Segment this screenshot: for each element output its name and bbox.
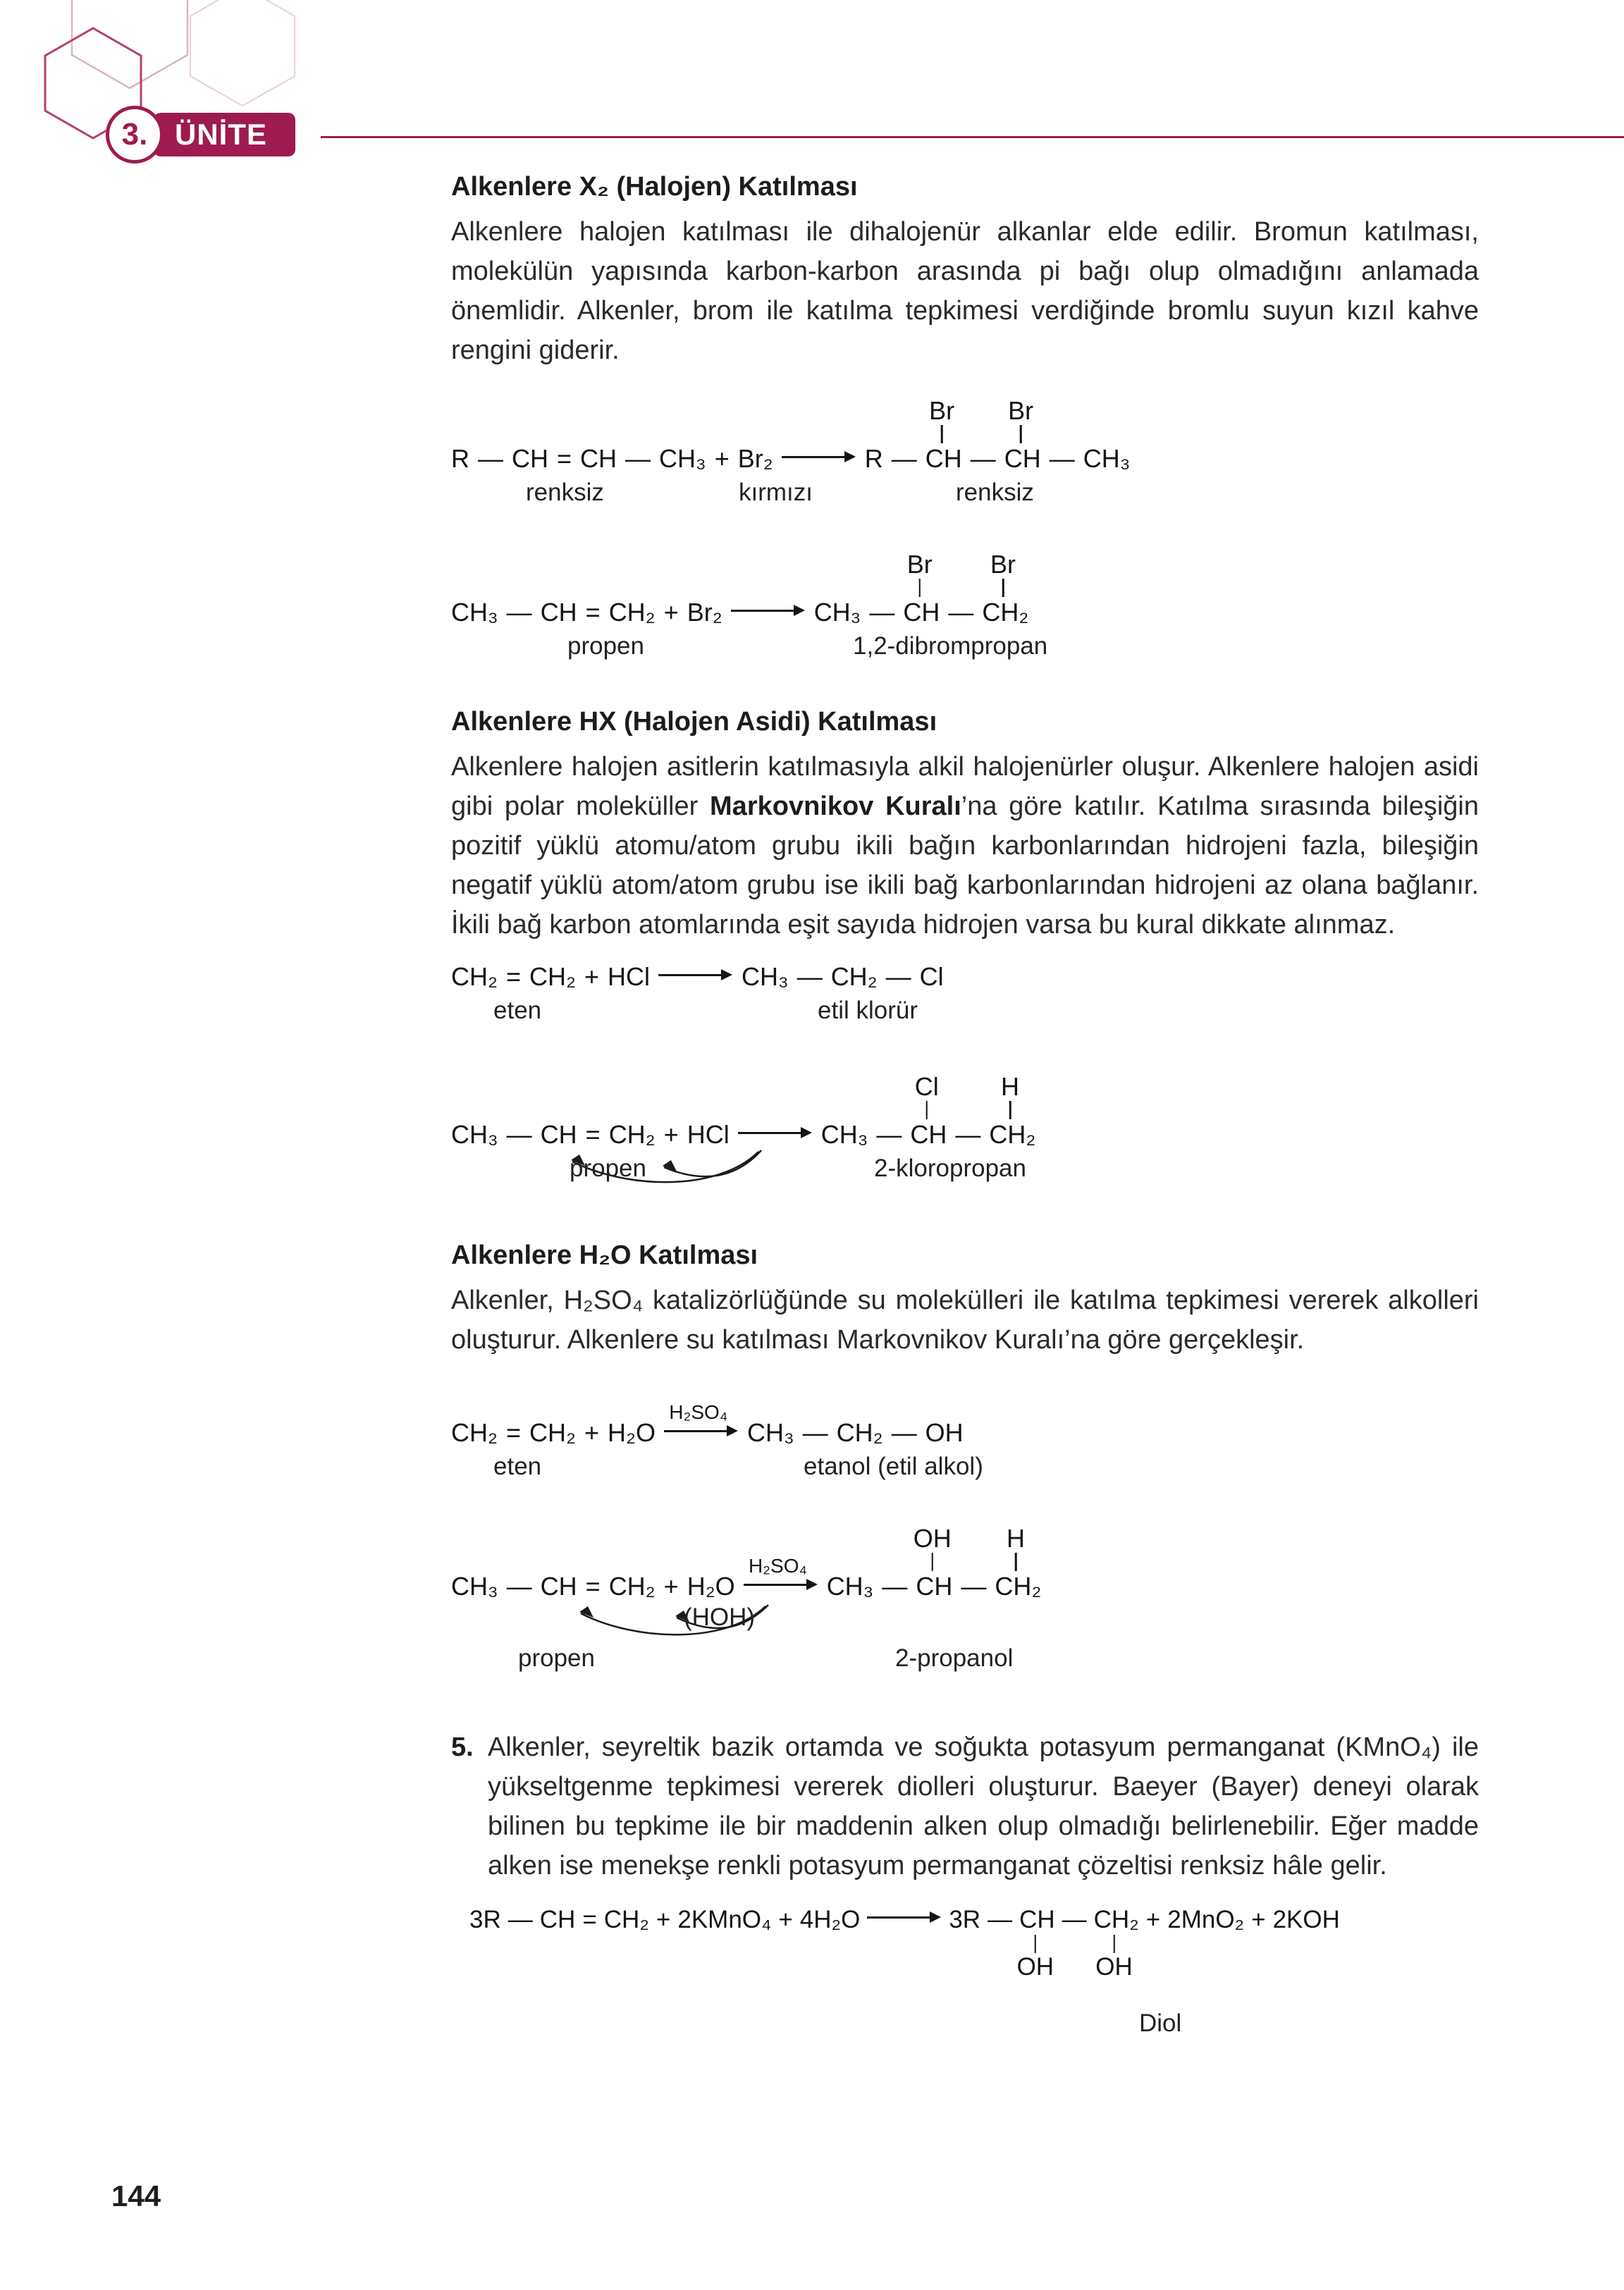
reaction-label: propen [567,632,644,660]
reaction-labels [469,2009,1479,2046]
formula-token: H₂O [687,1572,735,1601]
formula-line [451,396,1479,473]
substituent-label: H [1001,1072,1020,1101]
formula-token: H₂O [608,1418,656,1447]
formula-token: OH [925,1418,964,1447]
formula-token: CH [539,1906,576,1933]
plus-sign: + [584,962,600,991]
substituent-label: OH [1095,1953,1133,1981]
reaction-label: eten [493,1453,542,1480]
bond: = [585,1572,601,1601]
formula-token: 4H₂O [799,1906,861,1933]
reaction-label: etil klorür [818,997,918,1024]
substituent-label: Br [929,396,955,425]
reaction-baeyer-permanganate [469,1907,1479,2046]
plus-sign: + [656,1906,671,1933]
formula-token: CH [512,444,548,473]
arrow-line [782,456,845,458]
formula-token: HCl [608,962,651,991]
reaction-ethene-hcl [451,964,1479,1030]
reaction-arrow [738,1122,813,1143]
vertical-bond [1020,425,1022,443]
page-number: 144 [111,2179,161,2212]
unit-label: ÜNİTE [154,113,295,156]
substituent-label: Br [906,550,933,579]
bond: — [625,444,651,473]
formula-token: CH₃ [820,1120,868,1149]
formula-token: CH₂ [529,1418,576,1447]
formula-token: R [451,444,469,473]
formula-token: CH Br [1004,396,1041,473]
list-item-5 [451,1728,1479,1885]
reaction-labels [451,479,1479,512]
arrow-line [738,1132,801,1134]
reaction-label: renksiz [956,479,1034,506]
arrow-line [867,1916,930,1919]
formula-line [451,1401,1479,1447]
reaction-label: eten [493,997,542,1024]
formula-line [451,550,1479,627]
substituent-label: OH [913,1524,952,1553]
arrow-line [731,610,794,612]
formula-token: HCl [687,1120,730,1149]
formula-token: 3R [469,1906,501,1933]
formula-token: CH₂ H [989,1072,1036,1149]
formula-token: CH₃ [1083,444,1131,473]
formula-line [469,1906,1479,1981]
formula-line [451,1072,1479,1149]
formula-token: CH₂ [603,1906,649,1933]
arrow-catalyst-label: H₂SO₄ [669,1401,728,1423]
formula-token: CH₂ [608,1120,656,1149]
reaction-labels [451,632,1479,666]
bond: — [955,1120,981,1149]
reaction-arrow [744,1555,818,1595]
reaction-propene-hcl [451,1066,1479,1188]
vertical-bond [926,1101,928,1119]
formula-token: CH₃ [659,444,706,473]
reaction-propene-bromine [451,543,1479,666]
formula-token: CH₂ Br [982,550,1029,627]
arrow-line [658,974,722,976]
formula-token: Br₂ [687,598,722,627]
formula-token: CH Br [925,396,962,473]
vertical-bond [918,579,921,597]
formula-token: CH₃ [813,598,861,627]
formula-token: CH₃ [451,598,498,627]
reaction-propene-water [451,1518,1479,1681]
list-item-number: 5. [451,1732,474,1762]
formula-token: CH₂ [608,598,656,627]
reaction-label: renksiz [526,479,604,506]
reaction-arrow [664,1401,739,1441]
bond: = [582,1906,597,1933]
formula-token: CH₃ [451,1572,498,1601]
substituent-label: Br [1008,396,1034,425]
bond: — [796,962,823,991]
bond: — [882,1572,908,1601]
substituent-label: H [1007,1524,1026,1553]
reaction-labels [451,1155,1479,1188]
formula-token: CH Br [903,550,940,627]
paragraph-text: ’na göre katılır. Katılma sırasında bileşiğin pozitif yüklü atomu/atom grubu ikili bağın karbonlarından hidrojeni fazla, bileşiğin negatif yüklü atom/atom grubu ise ikili bağ karbonlarından hidrojeni az olana bağlanır. İkili bağ karbon atomlarında eşit sayıda hidrojen varsa bu kural dikkate alınmaz. [451,792,1479,940]
bond: — [508,1906,533,1933]
substituent-label: OH [1016,1953,1054,1981]
plus-sign: + [663,1572,679,1601]
paragraph-water-addition: Alkenler, H₂SO₄ katalizörlüğünde su molekülleri ile katılma tepkimesi vererek alkolleri oluşturur. Alkenlere su katılması Markovnikov Kuralı’na göre gerçekleşir. [451,1286,1479,1355]
reaction-ethene-water [451,1379,1479,1486]
reaction-label: propen [570,1155,646,1182]
reaction-arrow [658,964,733,985]
formula-token: CH [540,1572,577,1601]
bond: — [970,444,996,473]
formula-token: R [864,444,883,473]
reaction-arrow [867,1907,942,1928]
plus-sign: + [1145,1906,1161,1933]
formula-token: CH [540,598,577,627]
paragraph-hx-addition [451,747,1479,944]
bond: = [505,962,522,991]
bond: — [948,598,974,627]
formula-token: Cl [919,962,944,991]
plus-sign: + [1251,1906,1266,1933]
markovnikov-rule-bold: Markovnikov Kuralı [710,792,961,821]
plus-sign: + [714,444,730,473]
bond: — [1049,444,1075,473]
formula-token: CH OH [1016,1906,1055,1981]
vertical-bond [1035,1935,1037,1953]
header-rule [321,136,1624,138]
arrow-catalyst-label: H₂SO₄ [748,1555,807,1577]
formula-token: CH₃ [451,1120,498,1149]
reaction-label: kırmızı [739,479,813,506]
bond: — [1062,1906,1087,1933]
bond: = [585,598,601,627]
section-title-water-addition: Alkenlere H₂O Katılması [451,1241,758,1270]
substituent-label: Cl [914,1072,939,1101]
hexagon-decoration [10,0,341,197]
bond: — [506,1572,532,1601]
bond: = [585,1120,601,1149]
bond: — [891,1418,917,1447]
bond: — [478,444,503,473]
plus-sign: + [778,1906,793,1933]
vertical-bond [1009,1101,1011,1119]
formula-token: CH₂ [608,1572,656,1601]
formula-token: CH₂ H [995,1524,1042,1601]
arrow-line [664,1430,727,1432]
vertical-bond [941,425,943,443]
formula-token: 2KMnO₄ [677,1906,772,1933]
bond: — [988,1906,1013,1933]
formula-token: CH₂ [529,962,576,991]
reaction-label: propen [518,1644,595,1672]
vertical-bond [1002,579,1004,597]
paragraph-halogen-addition: Alkenlere halojen katılması ile dihalojenür alkanlar elde edilir. Bromun katılması, molekülün yapısında karbon-karbon arasında pi bağı olup olmadığını anlamada önemlidir. Alkenler, brom ile katılma tepkimesi verdiğinde bromlu suyun kızıl kahve rengini giderir. [451,217,1479,365]
formula-token: CH [580,444,617,473]
substituent-label: Br [990,550,1016,579]
bond: — [802,1418,828,1447]
plus-sign: + [663,1120,679,1149]
reaction-arrow [731,600,806,621]
reaction-label: etanol (etil alkol) [804,1453,983,1480]
bond: — [869,598,895,627]
formula-token: CH₃ [826,1572,874,1601]
unit-badge [106,106,295,164]
formula-token: CH [540,1120,577,1149]
bond: — [885,962,911,991]
reaction-arrow [782,446,856,467]
reaction-label: 1,2-dibrompropan [853,632,1048,660]
formula-token: CH₂ [836,1418,883,1447]
formula-token: CH₂ [451,962,498,991]
formula-token: CH₂ [451,1418,498,1447]
unit-number: 3. [106,106,164,164]
formula-token: CH₃ [742,962,789,991]
formula-token: Br₂ [737,444,773,473]
reaction-label: Diol [1139,2009,1182,2037]
formula-token: CH OH [913,1524,953,1601]
formula-token: 3R [949,1906,981,1933]
reaction-labels [451,1603,1479,1681]
formula-token: 2KOH [1272,1906,1340,1933]
reaction-bromine-general [451,390,1479,512]
reaction-labels [451,997,1479,1030]
reaction-labels [451,1453,1479,1486]
hoh-annotation: (HOH) [684,1603,756,1631]
vertical-bond [931,1553,933,1571]
plus-sign: + [663,598,679,627]
formula-token: CH₂ [830,962,878,991]
reaction-label: 2-propanol [895,1644,1014,1672]
vertical-bond [1113,1935,1115,1953]
plus-sign: + [584,1418,600,1447]
section-title-hx-addition: Alkenlere HX (Halojen Asidi) Katılması [451,707,937,737]
formula-token: CH Cl [910,1072,947,1149]
bond: — [876,1120,902,1149]
list-item-text: Alkenler, seyreltik bazik ortamda ve soğukta potasyum permanganat (KMnO₄) ile yükseltgenme tepkimesi vererek diolleri oluşturur. Baeyer (Bayer) deneyi olarak bilinen bu tepkime ile bir maddenin alken olup olmadığı belirlenebilir. Eğer madde alken ise menekşe renkli potasyum permanganat çözeltisi renksiz hâle gelir. [488,1732,1479,1880]
bond: — [506,1120,532,1149]
bond: — [961,1572,987,1601]
formula-token: 2MnO₂ [1167,1906,1245,1933]
formula-line [451,964,1479,990]
bond: = [557,444,572,473]
bond: — [506,598,532,627]
reaction-label: 2-kloropropan [874,1155,1026,1182]
bond: — [891,444,917,473]
formula-token: CH₂ OH [1093,1906,1139,1981]
paragraph-text: Alkenlere halojen asitlerin katılmasıyla alkil halojenürler oluşur. Alkenlere halojen asidi gibi polar moleküller [451,752,1479,821]
section-title-halogen-addition: Alkenlere X₂ (Halojen) Katılması [451,172,858,202]
bond: = [505,1418,522,1447]
formula-token: CH₃ [747,1418,794,1447]
page-content [451,172,1479,2077]
vertical-bond [1015,1553,1017,1571]
arrow-line [744,1584,807,1586]
